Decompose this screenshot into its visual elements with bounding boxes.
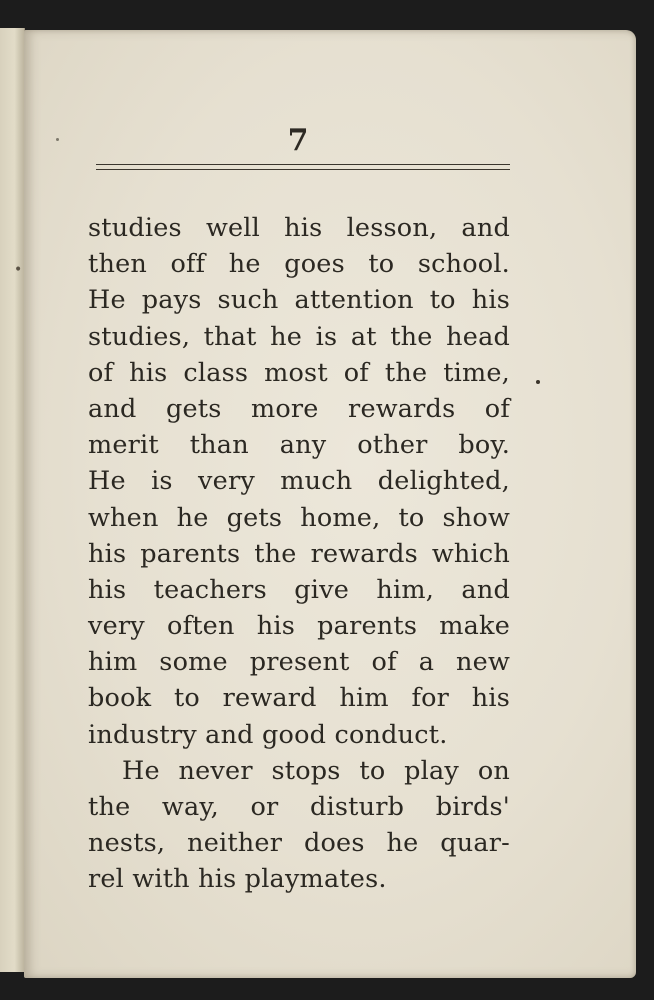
text-line: He is very much delighted, (88, 466, 510, 497)
header-double-rule (96, 164, 510, 170)
previous-page-edge (0, 28, 25, 972)
page-number: 7 (287, 123, 309, 158)
text-line: and gets more rewards of (88, 393, 510, 424)
text-line: book to reward him for his (88, 683, 510, 714)
book-page (24, 30, 636, 978)
text-line: studies, that he is at the head (88, 321, 510, 352)
text-line: then off he goes to school. (88, 249, 510, 280)
page-edge-mark: • (14, 262, 23, 278)
ink-speck (536, 380, 540, 384)
text-line: He pays such attention to his (88, 285, 510, 316)
ink-speck (56, 138, 59, 141)
text-line: his parents the rewards which (88, 538, 510, 569)
text-line: He never stops to play on (122, 755, 510, 786)
page-body-text (88, 210, 510, 898)
text-line: nests, neither does he quar- (88, 828, 510, 859)
text-line: very often his parents make (88, 611, 510, 642)
text-line: merit than any other boy. (88, 430, 510, 461)
text-line: rel with his playmates. (88, 864, 387, 895)
text-line: his teachers give him, and (88, 574, 510, 605)
text-line: studies well his lesson, and (88, 213, 510, 243)
text-line: him some present of a new (88, 647, 510, 678)
text-line: of his class most of the time, (88, 357, 510, 388)
text-line: when he gets home, to show (88, 502, 510, 533)
text-line: the way, or disturb birds' (88, 792, 510, 822)
text-line: industry and good conduct. (88, 719, 448, 750)
